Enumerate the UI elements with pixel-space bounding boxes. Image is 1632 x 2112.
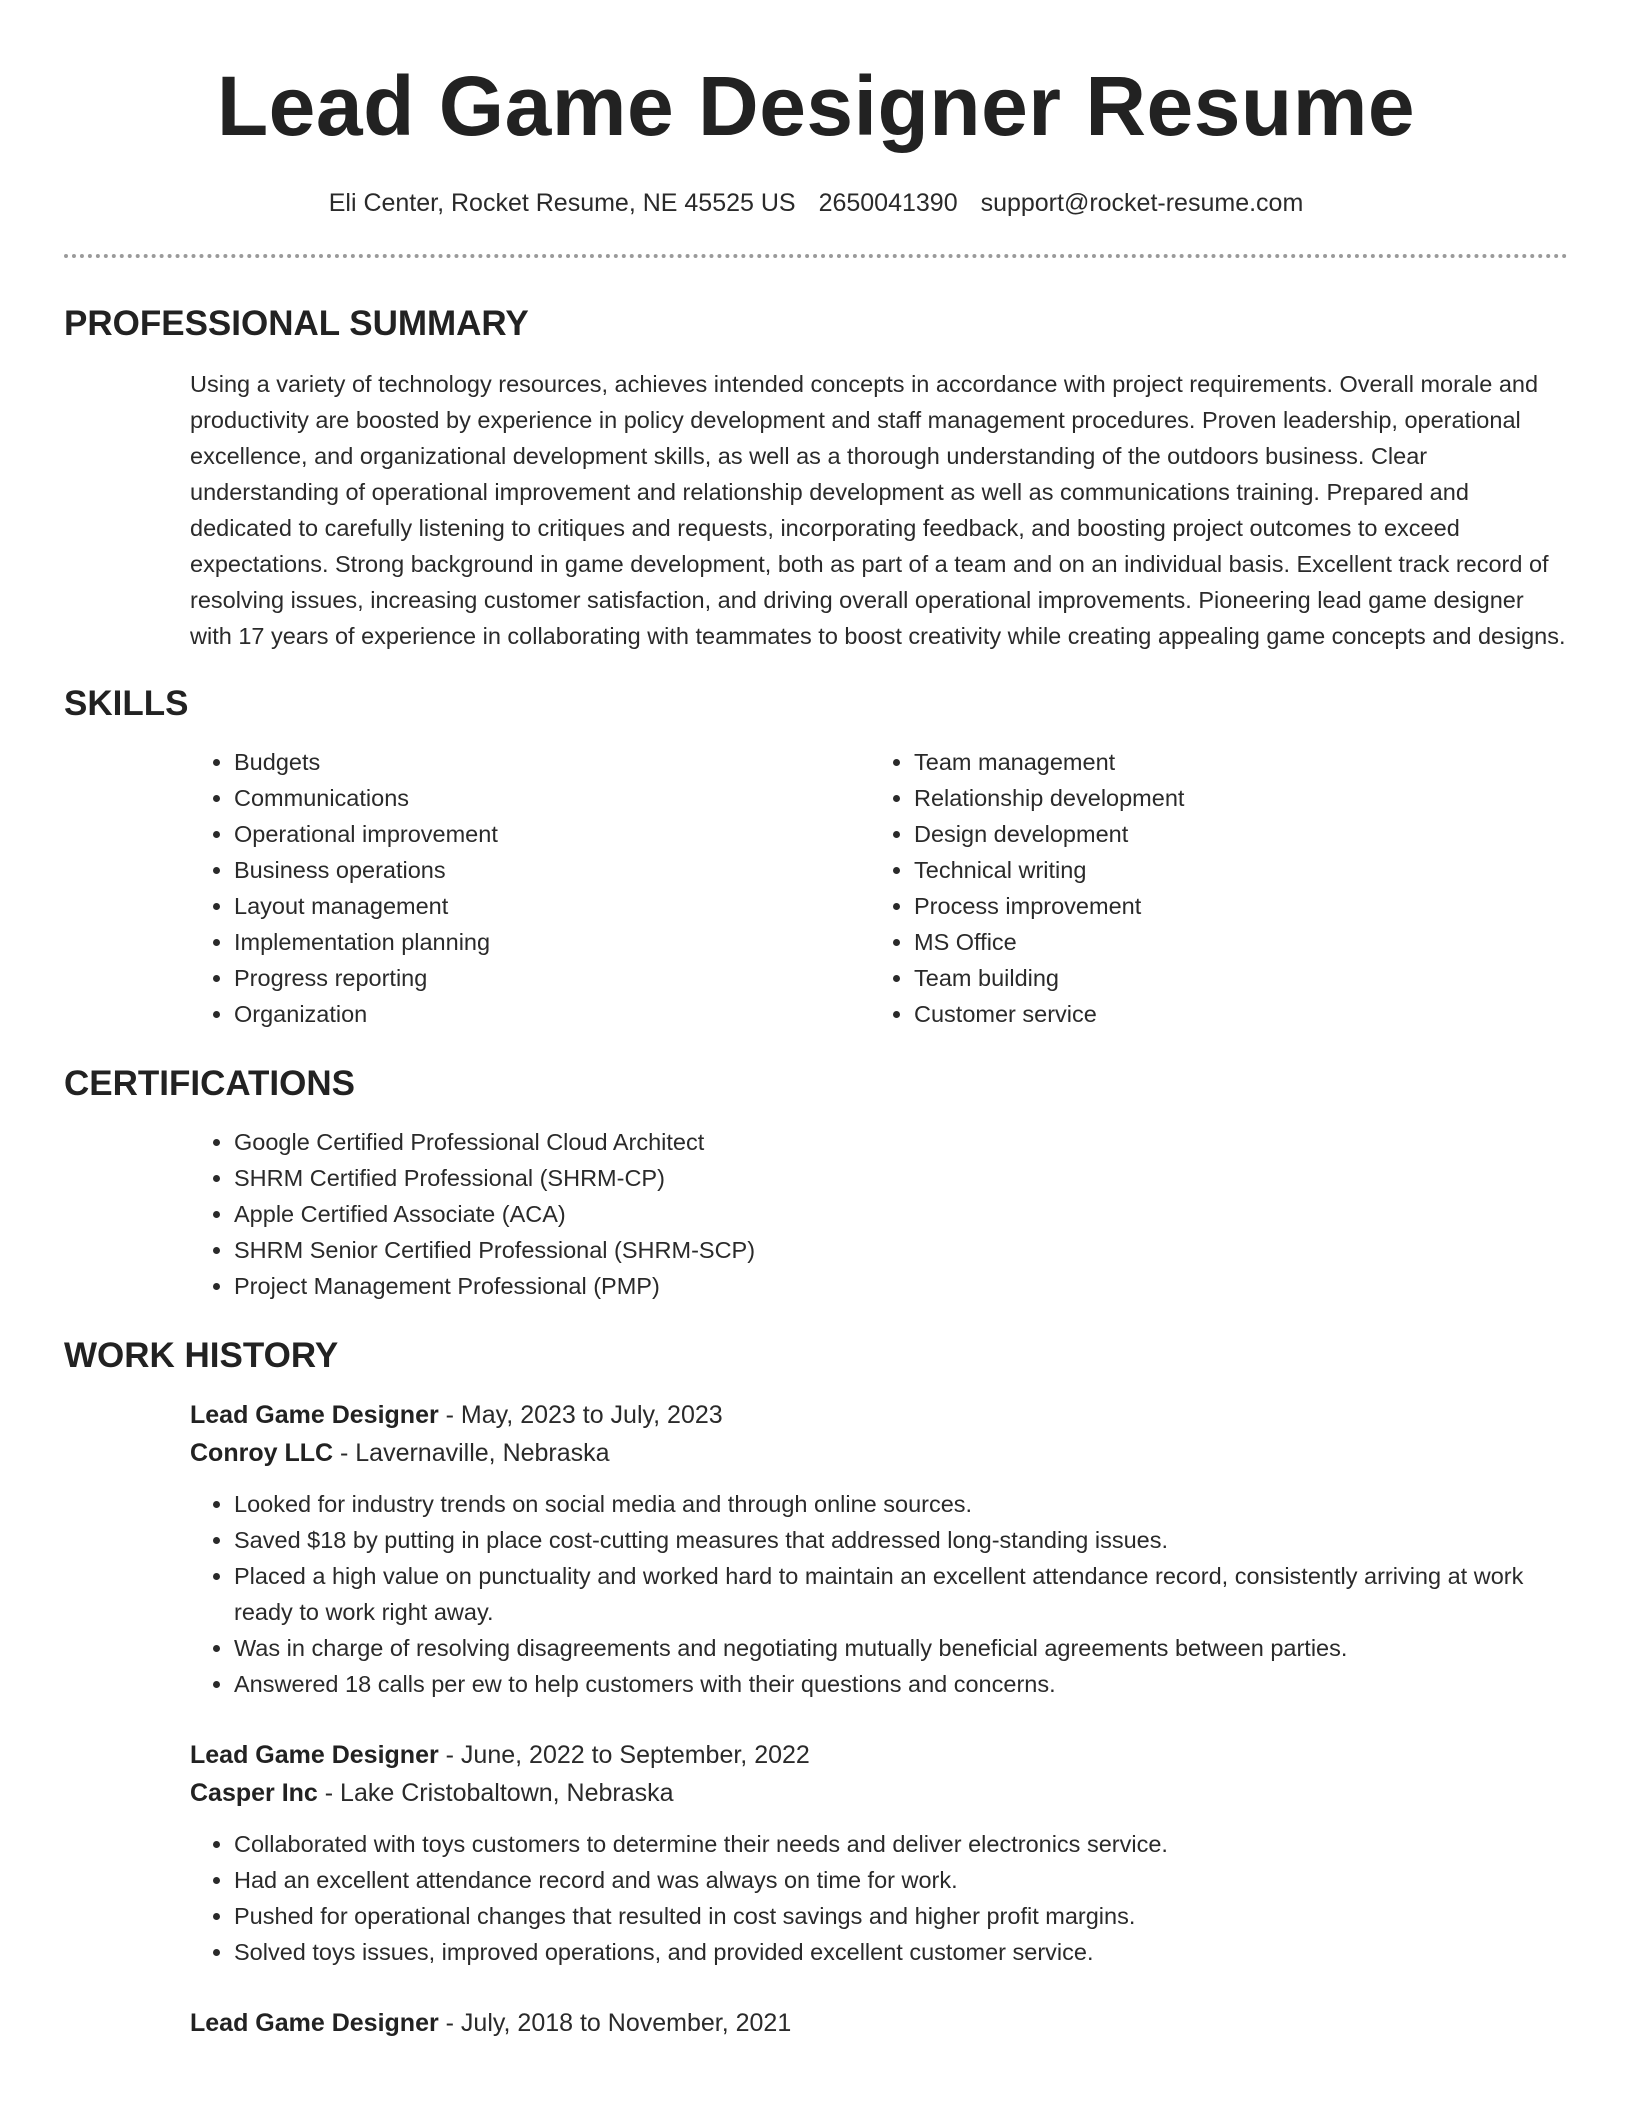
- job-company: Conroy LLC: [190, 1439, 334, 1467]
- job-title-line: [190, 2004, 1568, 2042]
- job-dates: - May, 2023 to July, 2023: [438, 1401, 723, 1429]
- job-title: Lead Game Designer: [190, 2009, 439, 2037]
- job-entry: [190, 2004, 1568, 2042]
- skill-item: • Organization: [234, 996, 870, 1032]
- contact-line: [64, 186, 1568, 220]
- job-dates: - July, 2018 to November, 2021: [438, 2009, 792, 2037]
- skill-item: • Technical writing: [914, 852, 1550, 888]
- skill-item: • Team building: [914, 960, 1550, 996]
- skill-item: • Layout management: [234, 888, 870, 924]
- skill-item: • Process improvement: [914, 888, 1550, 924]
- skill-item: • Customer service: [914, 996, 1550, 1032]
- skill-item: • Implementation planning: [234, 924, 870, 960]
- page-title: Lead Game Designer Resume: [216, 59, 1416, 153]
- job-duty: • Had an excellent attendance record and was always on time for work.: [234, 1862, 1568, 1898]
- job-company: Casper Inc: [190, 1779, 318, 1807]
- job-duty: • Placed a high value on punctuality and worked hard to maintain an excellent attendance record, consistently arriving at work ready to work right away.: [234, 1558, 1568, 1630]
- job-duty: • Saved $18 by putting in place cost-cutting measures that addressed long-standing issues.: [234, 1522, 1568, 1558]
- job-title-line: [190, 1396, 1568, 1434]
- job-entry: [190, 1736, 1568, 1970]
- skills-column-right: [870, 744, 1550, 1032]
- skills-list: [190, 744, 1568, 1032]
- job-duty: • Looked for industry trends on social media and through online sources.: [234, 1486, 1568, 1522]
- section-heading-work-history: WORK HISTORY: [64, 1336, 339, 1375]
- certifications-list: [190, 1124, 1568, 1304]
- summary-text: Using a variety of technology resources, achieves intended concepts in accordance with project requirements. Overall morale and productivity are boosted by experience in policy development and staff management procedures. Proven leadership, operational excellence, and organizational development skills, as well as a thorough understanding of the outdoors business. Clear understanding of operational improvement and relationship development as well as communications training. Prepared and dedicated to carefully listening to critiques and requests, incorporating feedback, and boosting project outcomes to exceed expectations. Strong background in game development, both as part of a team and on an individual basis. Excellent track record of resolving issues, increasing customer satisfaction, and driving overall operational improvements. Pioneering lead game designer with 17 years of experience in collaborating with teammates to boost creativity while creating appealing game concepts and designs.: [190, 371, 1566, 649]
- skill-item: • Budgets: [234, 744, 870, 780]
- skill-item: • Business operations: [234, 852, 870, 888]
- job-title-line: [190, 1736, 1568, 1774]
- job-duty: • Was in charge of resolving disagreements and negotiating mutually beneficial agreements between parties.: [234, 1630, 1568, 1666]
- job-duty: • Solved toys issues, improved operations, and provided excellent customer service.: [234, 1934, 1568, 1970]
- resume-page: [64, 0, 1568, 2042]
- job-location: - Lavernaville, Nebraska: [333, 1439, 610, 1467]
- skill-item: • MS Office: [914, 924, 1550, 960]
- skill-item: • Communications: [234, 780, 870, 816]
- section-heading-skills: SKILLS: [64, 684, 189, 723]
- job-title: Lead Game Designer: [190, 1741, 439, 1769]
- job-company-line: [190, 1434, 1568, 1472]
- contact-address: Eli Center, Rocket Resume, NE 45525 US: [328, 189, 796, 217]
- job-company-line: [190, 1774, 1568, 1812]
- header-divider: [64, 254, 1568, 258]
- job-duty: • Collaborated with toys customers to determine their needs and deliver electronics service.: [234, 1826, 1568, 1862]
- job-location: - Lake Cristobaltown, Nebraska: [317, 1779, 674, 1807]
- job-entry: [190, 1396, 1568, 1702]
- job-duties: [190, 1826, 1568, 1970]
- section-heading-summary: PROFESSIONAL SUMMARY: [64, 304, 529, 343]
- job-duty: • Pushed for operational changes that resulted in cost savings and higher profit margins.: [234, 1898, 1568, 1934]
- skill-item: • Design development: [914, 816, 1550, 852]
- contact-phone: 2650041390: [818, 189, 958, 217]
- certification-item: • SHRM Senior Certified Professional (SHRM-SCP): [234, 1232, 1568, 1268]
- skill-item: • Team management: [914, 744, 1550, 780]
- certification-item: • Apple Certified Associate (ACA): [234, 1196, 1568, 1232]
- skill-item: • Progress reporting: [234, 960, 870, 996]
- certification-item: • SHRM Certified Professional (SHRM-CP): [234, 1160, 1568, 1196]
- skill-item: • Relationship development: [914, 780, 1550, 816]
- certification-item: • Google Certified Professional Cloud Architect: [234, 1124, 1568, 1160]
- skill-item: • Operational improvement: [234, 816, 870, 852]
- job-duties: [190, 1486, 1568, 1702]
- job-dates: - June, 2022 to September, 2022: [438, 1741, 810, 1769]
- section-heading-certifications: CERTIFICATIONS: [64, 1064, 356, 1103]
- job-title: Lead Game Designer: [190, 1401, 439, 1429]
- contact-email: support@rocket-resume.com: [980, 189, 1304, 217]
- skills-column-left: [190, 744, 870, 1032]
- certification-item: • Project Management Professional (PMP): [234, 1268, 1568, 1304]
- job-duty: • Answered 18 calls per ew to help customers with their questions and concerns.: [234, 1666, 1568, 1702]
